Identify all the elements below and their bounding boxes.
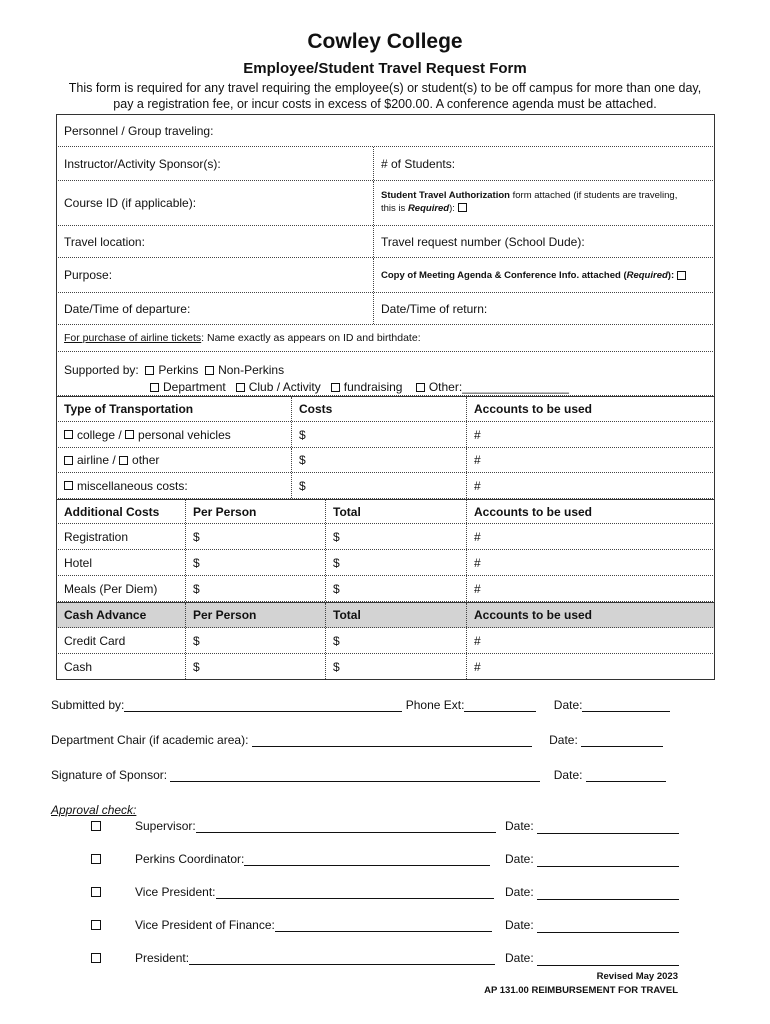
- sponsor-sign-label: Signature of Sponsor:: [51, 768, 168, 782]
- meals-label: Meals (Per Diem): [64, 581, 158, 596]
- intro-text: [40, 80, 730, 112]
- approval-row: [91, 852, 691, 866]
- approval-date-line[interactable]: [537, 852, 679, 867]
- cash-account[interactable]: #: [466, 654, 714, 679]
- purpose-label: Purpose:: [64, 268, 113, 282]
- purpose-row[interactable]: [56, 258, 715, 293]
- registration-row[interactable]: [56, 524, 715, 550]
- credit-per-person[interactable]: $: [185, 628, 325, 653]
- transport-row-vehicle[interactable]: [56, 422, 715, 448]
- approval-date-line[interactable]: [537, 951, 679, 966]
- students-label: # of Students:: [373, 147, 714, 180]
- registration-account[interactable]: #: [466, 524, 714, 549]
- course-row[interactable]: [56, 181, 715, 226]
- cash-total[interactable]: $: [325, 654, 466, 679]
- hotel-account[interactable]: #: [466, 550, 714, 575]
- approval-row: [91, 885, 691, 899]
- approval-date-line[interactable]: [537, 918, 679, 933]
- approval-checkbox[interactable]: [91, 821, 101, 831]
- cash-per-person[interactable]: $: [185, 654, 325, 679]
- misc-cost[interactable]: $: [291, 473, 466, 498]
- approval-date-label: Date:: [505, 885, 534, 899]
- credit-account[interactable]: #: [466, 628, 714, 653]
- hotel-per-person[interactable]: $: [185, 550, 325, 575]
- approval-date-line[interactable]: [537, 819, 679, 834]
- cash-header: [56, 602, 715, 628]
- approval-signature-line[interactable]: [189, 964, 495, 965]
- departure-row[interactable]: [56, 293, 715, 325]
- personnel-label: Personnel / Group traveling:: [64, 123, 214, 138]
- supported-label: Supported by:: [64, 363, 139, 377]
- submitted-date-line[interactable]: [582, 711, 670, 712]
- intro-line-1: This form is required for any travel requiring the employee(s) or student(s) to be off campus for more than one day,: [68, 81, 702, 95]
- vehicle-cost[interactable]: $: [291, 422, 466, 447]
- meals-per-person[interactable]: $: [185, 576, 325, 601]
- approval-role: Supervisor:: [135, 819, 196, 833]
- approval-date-label: Date:: [505, 819, 534, 833]
- phone-label: Phone Ext:: [405, 698, 465, 712]
- agenda-text-a: Copy of Meeting Agenda & Conference Info. attached (: [381, 269, 627, 281]
- airline-label: airline /: [77, 453, 116, 467]
- approval-row: [91, 951, 691, 965]
- agenda-required: Required: [626, 269, 668, 281]
- approval-date-label: Date:: [505, 951, 534, 965]
- approval-checkbox[interactable]: [91, 920, 101, 930]
- approval-signature-line[interactable]: [275, 931, 492, 932]
- agenda-cell: [373, 258, 714, 292]
- submitted-label: Submitted by:: [51, 698, 125, 712]
- sponsor-date-line[interactable]: [586, 781, 666, 782]
- hotel-label: Hotel: [64, 555, 93, 570]
- airline-underlined: For purchase of airline tickets: [64, 332, 202, 344]
- personal-checkbox[interactable]: [125, 430, 134, 439]
- approval-role: Vice President of Finance:: [135, 918, 275, 932]
- agenda-checkbox[interactable]: [677, 271, 686, 280]
- submitted-line: [51, 698, 691, 712]
- transport-row-misc[interactable]: [56, 473, 715, 499]
- phone-line[interactable]: [464, 711, 536, 712]
- misc-label: miscellaneous costs:: [77, 478, 188, 493]
- meals-total[interactable]: $: [325, 576, 466, 601]
- fundraising-label: fundraising: [343, 380, 403, 394]
- auth-bold: Student Travel Authorization: [381, 190, 510, 201]
- submitted-date-label: Date:: [553, 698, 583, 712]
- departure-label: Date/Time of departure:: [64, 301, 191, 316]
- approval-heading-text: Approval check:: [51, 803, 137, 817]
- transport-costs-header: Costs: [291, 397, 466, 421]
- fundraising-checkbox[interactable]: [331, 383, 340, 392]
- misc-checkbox[interactable]: [64, 481, 73, 490]
- ap-reference: AP 131.00 REIMBURSEMENT FOR TRAVEL: [484, 985, 678, 996]
- chair-date-line[interactable]: [581, 746, 663, 747]
- per-person-header: Per Person: [185, 500, 325, 523]
- accounts-header: Accounts to be used: [466, 500, 714, 523]
- non-perkins-checkbox[interactable]: [205, 366, 214, 375]
- auth-rest: form attached (if students are traveling,: [509, 190, 678, 201]
- approval-signature-line[interactable]: [196, 832, 496, 833]
- submitted-signature-line[interactable]: [124, 711, 402, 712]
- meals-row[interactable]: [56, 576, 715, 602]
- perkins-checkbox[interactable]: [145, 366, 154, 375]
- location-label: Travel location:: [64, 234, 145, 249]
- approval-checkbox[interactable]: [91, 887, 101, 897]
- approval-checkbox[interactable]: [91, 854, 101, 864]
- misc-account[interactable]: #: [466, 473, 714, 498]
- revised-note: Revised May 2023: [596, 971, 678, 982]
- approval-row: [91, 819, 691, 833]
- airline-other-cell: [57, 448, 291, 472]
- approval-role: Vice President:: [135, 885, 216, 899]
- supported-cell: [57, 352, 714, 395]
- misc-cell: [57, 473, 291, 498]
- cash-accounts-header: Accounts to be used: [466, 603, 714, 627]
- registration-total[interactable]: $: [325, 524, 466, 549]
- additional-header: [56, 499, 715, 524]
- department-checkbox[interactable]: [150, 383, 159, 392]
- approval-row: [91, 918, 691, 932]
- vehicle-account[interactable]: #: [466, 422, 714, 447]
- total-header: Total: [325, 500, 466, 523]
- other-label: Other:________________: [428, 380, 569, 394]
- sponsor-date-label: Date:: [553, 768, 583, 782]
- college-label: college /: [77, 427, 122, 442]
- request-number-label: Travel request number (School Dude):: [373, 226, 714, 257]
- airline-account[interactable]: #: [466, 448, 714, 472]
- supported-row: [56, 352, 715, 396]
- location-row[interactable]: [56, 226, 715, 258]
- approval-date-label: Date:: [505, 918, 534, 932]
- approval-role: Perkins Coordinator:: [135, 852, 245, 866]
- hotel-row[interactable]: [56, 550, 715, 576]
- personnel-row[interactable]: [56, 115, 715, 147]
- transport-header: [56, 396, 715, 422]
- meals-account[interactable]: #: [466, 576, 714, 601]
- transport-row-airline[interactable]: [56, 448, 715, 473]
- return-label: Date/Time of return:: [373, 293, 714, 324]
- cash-per-person-header: Per Person: [185, 603, 325, 627]
- vehicle-cell: [57, 422, 291, 447]
- chair-date-label: Date:: [549, 733, 578, 747]
- intro-line-2: pay a registration fee, or incur costs in excess of $200.00. A conference agenda must be attached.: [113, 97, 657, 111]
- other-checkbox[interactable]: [416, 383, 425, 392]
- cash-row[interactable]: [56, 654, 715, 680]
- sponsor-sign-line: [51, 768, 691, 782]
- approval-date-line[interactable]: [537, 885, 679, 900]
- student-auth-cell: [373, 181, 714, 225]
- non-perkins-label: Non-Perkins: [218, 363, 285, 377]
- sponsor-label: Instructor/Activity Sponsor(s):: [64, 156, 221, 171]
- department-label: Department: [163, 380, 226, 394]
- registration-per-person[interactable]: $: [185, 524, 325, 549]
- credit-card-row[interactable]: [56, 628, 715, 654]
- approval-date-label: Date:: [505, 852, 534, 866]
- registration-label: Registration: [64, 529, 129, 544]
- perkins-label: Perkins: [158, 363, 199, 377]
- hotel-total[interactable]: $: [325, 550, 466, 575]
- other-transport-label: other: [132, 453, 160, 467]
- approval-signature-line[interactable]: [216, 898, 494, 899]
- cash-advance-header: Cash Advance: [64, 608, 147, 622]
- club-checkbox[interactable]: [236, 383, 245, 392]
- agenda-text-b: ):: [667, 269, 675, 281]
- transport-type-header: Type of Transportation: [64, 402, 194, 416]
- form-title: Employee/Student Travel Request Form: [243, 60, 527, 77]
- airline-checkbox[interactable]: [64, 456, 73, 465]
- college-checkbox[interactable]: [64, 430, 73, 439]
- airline-cost[interactable]: $: [291, 448, 466, 472]
- transport-accounts-header: Accounts to be used: [466, 397, 714, 421]
- chair-label: Department Chair (if academic area):: [51, 733, 249, 747]
- airline-row[interactable]: [56, 325, 715, 352]
- sponsor-signature-line[interactable]: [170, 781, 540, 782]
- auth-required: Required: [407, 203, 450, 214]
- credit-total[interactable]: $: [325, 628, 466, 653]
- airline-rest: : Name exactly as appears on ID and birthdate:: [201, 332, 421, 344]
- approval-heading: [51, 803, 136, 817]
- auth-checkbox[interactable]: [458, 203, 467, 212]
- cash-label: Cash: [64, 659, 93, 674]
- auth-line2b: ):: [449, 203, 455, 214]
- approval-signature-line[interactable]: [244, 865, 490, 866]
- cash-total-header: Total: [325, 603, 466, 627]
- sponsor-row[interactable]: [56, 147, 715, 181]
- additional-costs-header: Additional Costs: [64, 504, 160, 519]
- chair-signature-line[interactable]: [252, 746, 532, 747]
- course-label: Course ID (if applicable):: [64, 196, 197, 210]
- college-name: Cowley College: [307, 30, 463, 53]
- other-transport-checkbox[interactable]: [119, 456, 128, 465]
- chair-line: [51, 733, 691, 747]
- airline-cell: [57, 325, 714, 351]
- approval-role: President:: [135, 951, 190, 965]
- club-label: Club / Activity: [248, 380, 321, 394]
- auth-line2a: this is: [381, 203, 408, 214]
- approval-checkbox[interactable]: [91, 953, 101, 963]
- credit-card-label: Credit Card: [64, 633, 126, 648]
- personal-label: personal vehicles: [138, 427, 231, 442]
